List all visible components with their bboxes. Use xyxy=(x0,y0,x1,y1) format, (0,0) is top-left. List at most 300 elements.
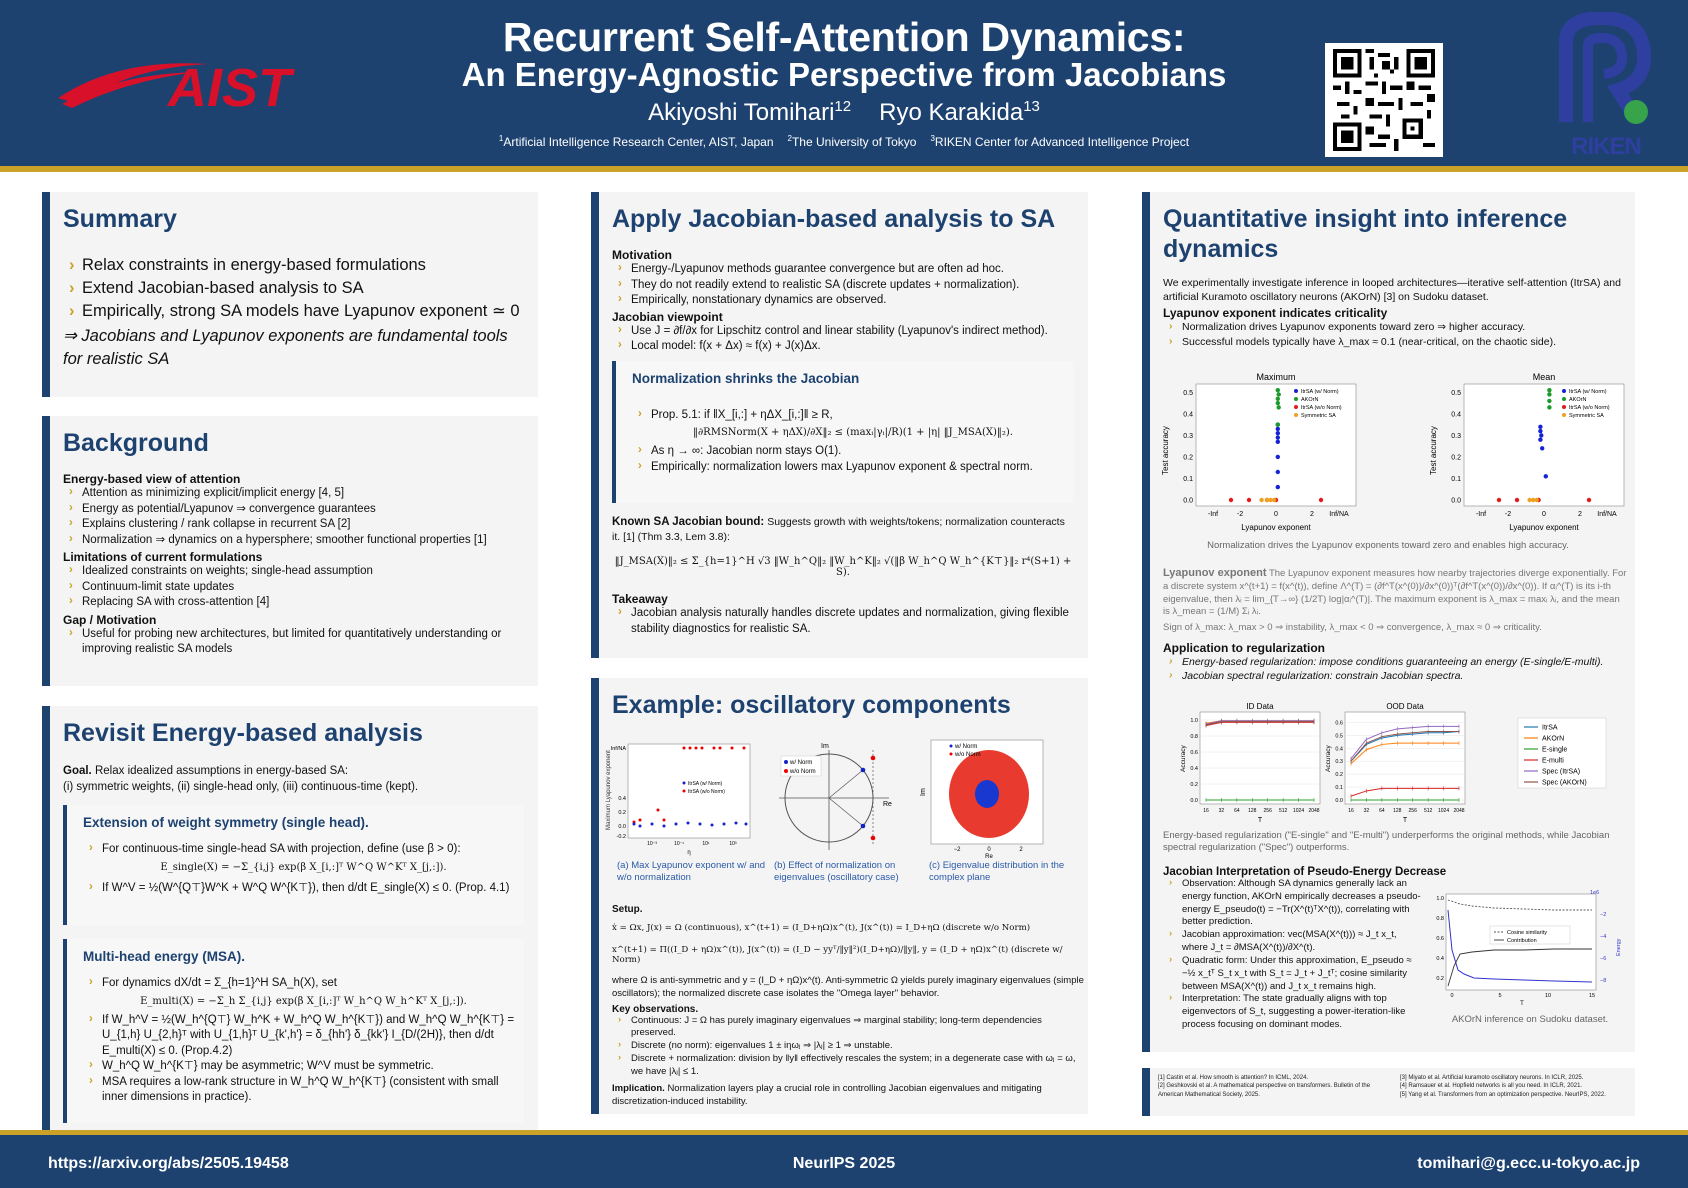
x-tick-label: 0 xyxy=(1542,511,1546,518)
poster-subtitle: An Energy-Agnostic Perspective from Jacobians xyxy=(461,56,1227,93)
legend-label: E-single xyxy=(1542,746,1568,754)
plot-area xyxy=(1200,712,1320,804)
legend-label: w/o Norm xyxy=(790,769,816,775)
x-tick-label: 128 xyxy=(1393,808,1402,814)
data-point xyxy=(1277,405,1281,409)
list-item: › As η → ∞: Jacobian norm stays O(1). xyxy=(632,444,1074,460)
legend-label: Contribution xyxy=(1507,938,1537,944)
x-tick-label: 16 xyxy=(1348,808,1354,814)
implication-label: Implication. xyxy=(612,1082,665,1094)
data-point xyxy=(1276,485,1280,489)
data-point xyxy=(1276,397,1280,401)
data-point xyxy=(1276,455,1280,459)
plot-area xyxy=(1464,384,1624,506)
y-tick-label: 0.2 xyxy=(1436,976,1444,982)
data-point xyxy=(1276,435,1280,439)
reference-item: [3] Miyato et al. Artificial kuramoto oscillatory neurons. In ICLR, 2025. xyxy=(1400,1075,1584,1081)
x-tick-label: 1024 xyxy=(1293,808,1305,814)
x-tick-label: -2 xyxy=(1504,511,1512,518)
data-point xyxy=(1587,498,1591,502)
equation: ‖J_MSA(X)‖₂ ≤ Σ_{h=1}^H √3 ‖W_h^Q‖₂ ‖W_h^K‖₂ √(‖β W_h^Q W_h^{K⊤}‖₂ r⁴(S+1) + S). xyxy=(614,556,1072,579)
x-tick-label: 10¹ xyxy=(702,841,710,847)
list-item: › Relax constraints in energy-based formulations xyxy=(63,254,524,277)
x-tick-label: 512 xyxy=(1278,808,1288,814)
box-title: Normalization shrinks the Jacobian xyxy=(632,370,860,386)
x-tick-label: 10⁻³ xyxy=(647,841,657,847)
section-title: Apply Jacobian-based analysis to SA xyxy=(612,205,1056,233)
x-tick-label: 2 xyxy=(1310,511,1314,518)
equation: E_multi(X) = −Σ_h Σ_{i,j} exp(β X_[i,:]ᵀ W_h^Q W_h^Kᵀ X_[j,:]). xyxy=(140,995,467,1007)
scatter-mean-chart xyxy=(1426,370,1635,534)
figure-caption: Normalization drives the Lyapunov exponents toward zero and enables high accuracy. xyxy=(1207,540,1569,551)
accuracy-charts xyxy=(1178,700,1618,828)
list-item: › Normalization ⇒ dynamics on a hypersphere; smoother functional properties [1] xyxy=(63,533,524,549)
y-tick-label: 0.4 xyxy=(1335,746,1343,753)
equation: E_single(X) = −Σ_{i,j} exp(β X_[i,:]ᵀ W^Q W^Kᵀ X_[j,:]). xyxy=(160,861,447,873)
reference-item: [5] Yang et al. Transformers from an optimization perspective. NeurIPS, 2022. xyxy=(1400,1091,1606,1098)
data-point xyxy=(1259,498,1263,502)
references xyxy=(1142,1068,1635,1116)
legend-marker xyxy=(1562,389,1566,393)
box-title: Extension of weight symmetry (single head). xyxy=(83,815,369,831)
legend-label: ItrSA xyxy=(1542,724,1558,732)
legend-label: ItrSA (w/ Norm) xyxy=(688,781,723,787)
list-item: › If W_h^V = ½(W_h^{Q⊤} W_h^K + W_h^Q W_h^{K⊤}) and W_h^Q W_h^{K⊤} = U_{1,h} U_{2,h}ᵀ with U_{1,h}ᵀ U_{k',h'} = δ_{hh'} δ_{kk'} I_{D/(2H)}, then d/dt E_multi(X) ≤ 0. (Prop.4.2) xyxy=(83,1013,524,1060)
intro-text: We experimentally investigate inference in looped architectures—iterative self-attention (ItrSA) and artificial Kuramoto oscillatory neurons (AKOrN) [3] on Sudoku dataset. xyxy=(1163,277,1621,304)
y-tick-label: Inf/NA xyxy=(610,746,626,752)
affiliations xyxy=(280,134,1408,149)
lyapunov-eta-chart xyxy=(604,740,754,858)
bullet-list xyxy=(83,881,524,897)
y-tick-label: 0.4 xyxy=(1436,956,1444,962)
bullet-list xyxy=(83,842,524,858)
scatter-max-chart xyxy=(1158,370,1368,534)
akorn-inference-chart xyxy=(1424,890,1624,1008)
caption-letter: (c) xyxy=(929,860,941,871)
subsection-title: Limitations of current formulations xyxy=(63,550,263,565)
list-item: › Normalization drives Lyapunov exponents toward zero ⇒ higher accuracy. xyxy=(1163,320,1621,334)
data-point xyxy=(1319,498,1323,502)
affiliation: RIKEN Center for Advanced Intelligence Project xyxy=(934,135,1190,149)
chart-title: OOD Data xyxy=(1386,702,1424,711)
authors xyxy=(280,98,1408,127)
data-point xyxy=(1272,498,1276,502)
data-point xyxy=(1276,431,1280,435)
y-axis-label: Test accuracy xyxy=(1161,426,1170,475)
y-axis-label: Accuracy xyxy=(1180,745,1187,772)
implication-body: Normalization layers play a crucial role in controlling Jacobian eigenvalues and mitigating discretization-induced instability. xyxy=(612,1082,1042,1107)
weight-symmetry-box xyxy=(63,805,524,925)
y-tick-label: −4 xyxy=(1600,934,1607,940)
legend-label: w/ Norm xyxy=(955,744,978,750)
affil-sup: 3 xyxy=(930,134,935,143)
y-tick-label: 0.4 xyxy=(1183,411,1193,419)
equation: ẋ = Ωx, J(x) = Ω (continuous), x^(t+1) = (I_D+ηΩ)x^(t), J(x^(t)) = I_D+ηΩ (discrete w/o Norm) xyxy=(612,923,1031,933)
data-point xyxy=(1538,429,1542,433)
aist-logo-text: AIST xyxy=(168,58,292,112)
setup-label: Setup. xyxy=(612,904,643,915)
list-item: › If W^V = ½(W^{Q⊤}W^K + W^Q W^{K⊤}), then d/dt E_single(X) ≤ 0. (Prop. 4.1) xyxy=(83,881,524,897)
x-tick-label: 0 xyxy=(1274,511,1278,518)
list-item: › Energy-/Lyapunov methods guarantee convergence but are often ad hoc. xyxy=(612,262,1074,278)
x-tick-label: 512 xyxy=(1423,808,1433,814)
caption-text: Effect of normalization on eigenvalues (oscillatory case) xyxy=(774,860,899,884)
bullet-list xyxy=(632,444,1074,475)
x-tick-label: -Inf xyxy=(1207,511,1219,518)
list-item: › Energy as potential/Lyapunov ⇒ convergence guarantees xyxy=(63,502,524,518)
data-point xyxy=(1276,422,1280,426)
reference-item: [1] Castin et al. How smooth is attention? In ICML, 2024. xyxy=(1158,1075,1309,1081)
y-tick-label: 1.0 xyxy=(1190,718,1198,724)
email-link[interactable]: tomihari@g.ecc.u-tokyo.ac.jp xyxy=(1417,1155,1640,1172)
x-tick-label: 32 xyxy=(1218,808,1225,814)
list-item: › Attention as minimizing explicit/implicit energy [4, 5] xyxy=(63,486,524,502)
y-tick-label: 0.3 xyxy=(1183,432,1193,440)
legend-label: Symmetric SA xyxy=(1569,413,1604,419)
y-tick-label: 0.1 xyxy=(1335,785,1343,792)
x-tick-label: 64 xyxy=(1379,808,1385,814)
list-item: › Empirically, nonstationary dynamics are observed. xyxy=(612,293,1074,309)
x-tick-label: 1024 xyxy=(1438,808,1450,814)
caption-text: Max Lyapunov exponent w/ and w/o normalization xyxy=(617,860,766,884)
list-item: › They do not readily extend to realistic SA (discrete updates + normalization). xyxy=(612,278,1074,294)
bullet-list xyxy=(83,1013,524,1106)
x-tick-label: 64 xyxy=(1234,808,1240,814)
bullet-list xyxy=(1163,320,1621,348)
subsection-title: Gap / Motivation xyxy=(63,612,157,627)
legend-marker xyxy=(1562,413,1566,417)
x-tick-label: 2 xyxy=(1019,847,1023,853)
x-axis-label: T xyxy=(1520,1001,1524,1007)
x-tick-label: 16 xyxy=(1203,808,1209,814)
x-axis-label: T xyxy=(1402,817,1408,824)
reference-item: [2] Geshkovski et al. A mathematical perspective on transformers. Bulletin of the American Mathematical Society, 2025. xyxy=(1158,1083,1371,1098)
y-axis-label-right: Energy xyxy=(1616,938,1622,956)
legend-label: AKOrN xyxy=(1301,397,1319,403)
legend-label: w/ Norm xyxy=(790,760,813,766)
data-point xyxy=(1515,498,1519,502)
y-tick-label: 0.2 xyxy=(1183,454,1193,462)
axis-label-im: Im xyxy=(920,788,927,796)
y-tick-label: 0.5 xyxy=(1335,733,1343,740)
affil-sup: 2 xyxy=(787,134,792,143)
example-panel xyxy=(591,678,1088,1114)
bullet-list xyxy=(63,564,524,611)
y-tick-label: −6 xyxy=(1600,956,1607,962)
goal-text xyxy=(63,764,524,780)
list-item: › Use J = ∂f/∂x for Lipschitz control and linear stability (Lyapunov's indirect method). xyxy=(612,324,1074,340)
box-title: Multi-head energy (MSA). xyxy=(83,949,246,965)
header-banner xyxy=(0,0,1688,172)
subsection-title: Energy-based view of attention xyxy=(63,472,241,486)
list-item: › Jacobian spectral regularization: constrain Jacobian spectra. xyxy=(1163,669,1629,683)
legend-label: ItrSA (w/o Norm) xyxy=(1569,405,1610,411)
author-affil-sup: 13 xyxy=(1023,98,1040,115)
bullet-list xyxy=(1163,655,1629,683)
y-tick-label: −2 xyxy=(1600,912,1607,918)
legend-label: E-multi xyxy=(1542,757,1564,765)
author-name: Ryo Karakida xyxy=(879,99,1024,126)
list-item: › Empirically, strong SA models have Lyapunov exponent ≃ 0 xyxy=(63,300,524,323)
data-point xyxy=(1547,388,1551,392)
summary-conclusion: ⇒ Jacobians and Lyapunov exponents are fundamental tools for realistic SA xyxy=(63,327,508,368)
list-item: › Observation: Although SA dynamics generally lack an energy function, AKOrN empirically decreases a pseudo-energy E_pseudo(t) = −Tr(X^(t)ᵀX^(t)), correlating with better prediction. xyxy=(1163,878,1423,929)
summary-list xyxy=(63,254,524,323)
y-tick-label: 0.4 xyxy=(1451,411,1461,419)
section-title: Example: oscillatory components xyxy=(612,691,1011,719)
list-item: › Useful for probing new architectures, but limited for quantitatively understanding or improving realistic SA models xyxy=(63,627,524,658)
figure-caption: AKOrN inference on Sudoku dataset. xyxy=(1451,1014,1609,1025)
revisit-panel xyxy=(42,706,538,1130)
apply-panel xyxy=(591,192,1088,658)
bullet-list xyxy=(63,627,524,658)
x-tick-label: 5 xyxy=(1498,993,1502,999)
bullet-list xyxy=(632,408,1074,424)
data-point xyxy=(1497,498,1501,502)
list-item: › Prop. 5.1: if ‖X_[i,:] + ηΔX_[i,:]‖ ≥ R, xyxy=(632,408,1074,424)
y-tick-label: 1.0 xyxy=(1436,896,1444,902)
x-tick-label: 2 xyxy=(1578,511,1582,518)
known-bound-desc: Suggests growth with weights/tokens; normalization counteracts it. [1] (Thm 3.3, Lem 3.8): xyxy=(612,515,1065,544)
section-title: Quantitative insight into inference dynamics xyxy=(1163,205,1568,263)
list-item: › Continuous: J = Ω has purely imaginary eigenvalues ⇒ marginal stability; long-term dependencies preserved. xyxy=(612,1015,1084,1041)
lyapunov-definition xyxy=(1163,566,1629,619)
list-item: › Idealized constraints on weights; single-head assumption xyxy=(63,564,524,580)
legend-label: Symmetric SA xyxy=(1301,413,1336,419)
riken-logo xyxy=(1558,12,1654,160)
legend-label: Cosine similarity xyxy=(1507,930,1548,936)
qr-code-icon xyxy=(1331,49,1437,151)
chart-title: Maximum xyxy=(1256,372,1296,382)
x-tick-label: −2 xyxy=(953,847,961,853)
legend-marker xyxy=(1294,397,1298,401)
y-tick-label: -0.2 xyxy=(616,834,626,840)
list-item: › Local model: f(x + Δx) ≈ f(x) + J(x)Δx. xyxy=(612,339,1074,355)
y-tick-label: 0.0 xyxy=(1451,497,1461,505)
summary-panel xyxy=(42,192,538,397)
list-item: › Explains clustering / rank collapse in recurrent SA [2] xyxy=(63,517,524,533)
list-item: › Interpretation: The state gradually aligns with top eigenvectors of S_t, suggesting a power-iteration-like process focusing on dominant modes. xyxy=(1163,993,1423,1031)
y-tick-label: 0.2 xyxy=(1451,454,1461,462)
author-name: Akiyoshi Tomihari xyxy=(648,99,835,126)
bullet-list xyxy=(63,486,524,548)
author-affil-sup: 12 xyxy=(834,98,852,115)
list-item: › Jacobian analysis naturally handles discrete updates and normalization, giving flexible stability diagnostics for realistic SA. xyxy=(612,606,1074,637)
data-point xyxy=(1547,392,1551,396)
multi-head-box xyxy=(63,939,524,1123)
affiliation: The University of Tokyo xyxy=(791,135,917,149)
legend-label: Spec (AKOrN) xyxy=(1542,779,1587,787)
y-tick-label: 0.8 xyxy=(1436,916,1444,922)
known-bound-text xyxy=(612,515,1074,545)
x-tick-label: 128 xyxy=(1248,808,1257,814)
y-tick-label: 0.3 xyxy=(1335,759,1343,766)
footer-bar xyxy=(0,1130,1688,1188)
key-observations-label: Key observations. xyxy=(612,1003,699,1015)
reference-item: [4] Ramsauer et al. Hopfield networks is all you need. In ICLR, 2021. xyxy=(1400,1083,1583,1090)
legend-label: ItrSA (w/o Norm) xyxy=(1301,405,1342,411)
equation: ‖∂RMSNorm(X + ηΔX)/∂X‖₂ ≤ (maxᵢ|γᵢ|/R)(1 + |η| ‖J_MSA(X)‖₂). xyxy=(693,427,1013,439)
y-tick-label: −8 xyxy=(1600,978,1607,984)
bullet-list xyxy=(83,976,524,992)
section-title: Background xyxy=(63,429,209,457)
legend-label: Spec (ItrSA) xyxy=(1542,768,1581,776)
x-tick-label: 0 xyxy=(1450,993,1454,999)
data-point xyxy=(1538,425,1542,429)
legend-label: w/o Norm xyxy=(955,752,981,758)
x-tick-label: Inf/NA xyxy=(1597,511,1617,518)
x-tick-label: 256 xyxy=(1263,808,1272,814)
poster-title: Recurrent Self-Attention Dynamics: xyxy=(502,14,1186,60)
x-tick-label: 10³ xyxy=(729,841,737,847)
chart-title: Mean xyxy=(1532,372,1556,382)
axis-label-re: Re xyxy=(883,801,892,808)
data-point xyxy=(1547,399,1551,403)
list-item: › Discrete + normalization: division by ‖y‖ effectively rescales the system; in a degenerate case with ωⱼ = ω, we have |λⱼ| ≤ 1. xyxy=(612,1053,1084,1079)
list-item: › Successful models typically have λ_max ≈ 0.1 (near-critical, on the chaotic side). xyxy=(1163,335,1621,349)
y-tick-label: 0.2 xyxy=(1190,782,1198,788)
list-item: › Quadratic form: Under this approximation, E_pseudo ≈ −½ x_tᵀ S_t x_t with S_t = J_t + J_tᵀ; cosine similarity between MSA(X^(t)) and J_t x_t remains high. xyxy=(1163,955,1423,993)
goal-label: Goal. xyxy=(63,765,92,777)
data-point xyxy=(1540,446,1544,450)
x-tick-label: 2048 xyxy=(1308,808,1320,814)
subsection-title: Jacobian viewpoint xyxy=(612,309,723,324)
legend-marker xyxy=(1294,389,1298,393)
data-point xyxy=(1547,405,1551,409)
list-item: › MSA requires a low-rank structure in W_h^Q W_h^{K⊤} (consistent with small inner dimensions in practice). xyxy=(83,1075,524,1106)
lyap-def-body: The Lyapunov exponent measures how nearby trajectories diverge exponentially. For a discrete system x^(t+1) = f(x^(t)), define Λ^(T) = (∂f^T(x^(0))/∂x^(0))ᵀ(∂f^T(x^(0))/∂x^(0)). If αᵢ^(T) is its i-th eigenvalue, then λᵢ = lim_{T→∞} (1/2T) log|αᵢ^(T)|. The maximum exponent is λ_max = maxᵢ λᵢ, and the mean is λ_mean = (1/M) Σᵢ λᵢ. xyxy=(1163,568,1627,618)
affil-sup: 1 xyxy=(498,134,504,143)
y-axis-label: Accuracy xyxy=(1325,745,1332,772)
figure-caption xyxy=(617,860,767,885)
figure-caption: Energy-based regularization ("E-single" and "E-multi") underperforms the original methods, while Jacobian spectral regularization ("Spec") outperforms. xyxy=(1163,830,1610,854)
x-axis-label: Lyapunov exponent xyxy=(1509,523,1579,532)
list-item: › Discrete (no norm): eigenvalues 1 ± iηωⱼ ⇒ |λⱼ| ≥ 1 ⇒ unstable. xyxy=(612,1040,1084,1053)
y-tick-label: 0.4 xyxy=(618,796,626,802)
x-axis-label: Lyapunov exponent xyxy=(1241,523,1311,532)
subsection-title: Motivation xyxy=(612,248,672,262)
section-title: Summary xyxy=(63,205,177,233)
eigenvalue-distribution xyxy=(917,738,1047,858)
setup-text: where Ω is anti-symmetric and y = (I_D + ηΩ)x^(t). Anti-symmetric Ω yields purely imaginary eigenvalues (simple oscillators); the normalized discrete case isolates the "Omega layer" behavior. xyxy=(612,975,1084,999)
arxiv-link[interactable]: https://arxiv.org/abs/2505.19458 xyxy=(48,1155,289,1172)
list-item: › For dynamics dX/dt = Σ_{h=1}^H SA_h(X), set xyxy=(83,976,524,992)
y-axis-label: Maximum Lyapunov exponent xyxy=(606,750,612,830)
y-tick-label: 0.5 xyxy=(1183,389,1193,397)
sign-line: Sign of λ_max: λ_max > 0 ⇒ instability, λ_max < 0 ⇒ convergence, λ_max ≈ 0 ⇒ criticality. xyxy=(1163,622,1542,634)
implication-text xyxy=(612,1083,1084,1109)
goal-line2: (i) symmetric weights, (ii) single-head only, (iii) continuous-time (kept). xyxy=(63,780,419,793)
y-tick-label: 0.0 xyxy=(1335,798,1343,804)
affiliation: Artificial Intelligence Research Center, AIST, Japan xyxy=(503,135,774,149)
x-axis-label: T xyxy=(1257,817,1263,824)
x-axis-label: η xyxy=(687,850,691,856)
x-tick-label: 2048 xyxy=(1453,808,1465,814)
known-bound-label: Known SA Jacobian bound: xyxy=(612,515,765,528)
subsection-title: Jacobian Interpretation of Pseudo-Energy Decrease xyxy=(1163,866,1447,878)
list-item: › Extend Jacobian-based analysis to SA xyxy=(63,277,524,300)
quant-panel xyxy=(1142,192,1635,1052)
y-tick-label: 0.8 xyxy=(1190,734,1198,740)
y-tick-label: 0.0 xyxy=(1183,497,1193,505)
section-title: Revisit Energy-based analysis xyxy=(63,719,423,747)
bullet-list xyxy=(612,324,1074,355)
figure-caption xyxy=(774,860,914,885)
legend-marker xyxy=(1294,405,1298,409)
bullet-list xyxy=(612,606,1074,637)
y-tick-label: 0.6 xyxy=(1335,720,1343,727)
y-tick-label: 0.2 xyxy=(1335,772,1343,779)
caption-text: Eigenvalue distribution in the complex plane xyxy=(929,860,1065,884)
caption-letter: (b) xyxy=(774,860,786,871)
data-point xyxy=(1276,388,1280,392)
x-tick-label: 0 xyxy=(987,847,991,853)
x-tick-label: Inf/NA xyxy=(1329,511,1349,518)
data-point xyxy=(1538,437,1542,441)
legend-label: AKOrN xyxy=(1542,735,1565,743)
goal-line: Relax idealized assumptions in energy-based SA: xyxy=(94,765,349,777)
legend-marker xyxy=(1562,397,1566,401)
riken-logo-text: RIKEN xyxy=(1571,133,1641,160)
data-point xyxy=(1544,474,1548,478)
y-tick-label: 0.1 xyxy=(1451,475,1461,483)
bullet-list xyxy=(1163,878,1423,1032)
list-item: › For continuous-time single-head SA with projection, define (use β > 0): xyxy=(83,842,524,858)
subsection-title: Takeaway xyxy=(612,592,668,607)
legend-label: ItrSA (w/ Norm) xyxy=(1301,389,1339,395)
data-point xyxy=(1247,498,1251,502)
bullet-list xyxy=(612,1015,1084,1079)
qr-code[interactable] xyxy=(1325,43,1443,157)
legend-label: ItrSA (w/o Norm) xyxy=(688,789,725,795)
y-tick-label: 0.0 xyxy=(1190,798,1198,804)
y-tick-label: 0.5 xyxy=(1451,389,1461,397)
plot-area xyxy=(1345,712,1465,804)
y-axis-label: Test accuracy xyxy=(1429,426,1438,475)
y-tick-label: 0.6 xyxy=(1436,936,1444,942)
figure-caption xyxy=(929,860,1079,885)
list-item: › Continuum-limit state updates xyxy=(63,580,524,596)
data-point xyxy=(1277,392,1281,396)
unit-circle-diagram xyxy=(759,736,899,856)
data-point xyxy=(1276,470,1280,474)
legend-label: AKOrN xyxy=(1569,397,1587,403)
background-panel xyxy=(42,416,538,686)
x-tick-label: 15 xyxy=(1588,993,1596,999)
legend-label: ItrSA (w/ Norm) xyxy=(1569,389,1607,395)
x-tick-label: 10⁻¹ xyxy=(674,841,684,847)
data-point xyxy=(1276,401,1280,405)
subsection-title: Lyapunov exponent indicates criticality xyxy=(1163,306,1388,321)
x-tick-label: -Inf xyxy=(1475,511,1487,518)
x-tick-label: 10 xyxy=(1544,993,1552,999)
list-item: › Replacing SA with cross-attention [4] xyxy=(63,595,524,611)
data-point xyxy=(1276,440,1280,444)
data-point xyxy=(1535,498,1539,502)
data-point xyxy=(1276,427,1280,431)
caption-letter: (a) xyxy=(617,860,629,871)
list-item: › Empirically: normalization lowers max Lyapunov exponent & spectral norm. xyxy=(632,460,1074,476)
y-tick-label: 0.0 xyxy=(618,824,626,830)
equation: x^(t+1) = Π((I_D + ηΩ)x^(t)), J(x^(t)) = (I_D − yyᵀ/‖y‖²)(I_D+ηΩ)/‖y‖, y = (I_D + ηΩ)x^(t) (discrete w/ Norm) xyxy=(612,945,1063,965)
y-tick-label: 0.4 xyxy=(1190,766,1198,772)
axis-label-im: Im xyxy=(821,743,829,750)
axis-label-re: Re xyxy=(985,854,993,858)
y-tick-label: 0.1 xyxy=(1183,475,1193,483)
normalization-box xyxy=(612,361,1074,503)
list-item: › W_h^Q W_h^{K⊤} may be asymmetric; W^V must be symmetric. xyxy=(83,1059,524,1075)
list-item: › Energy-based regularization: impose conditions guaranteeing an energy (E-single/E-multi). xyxy=(1163,655,1629,669)
